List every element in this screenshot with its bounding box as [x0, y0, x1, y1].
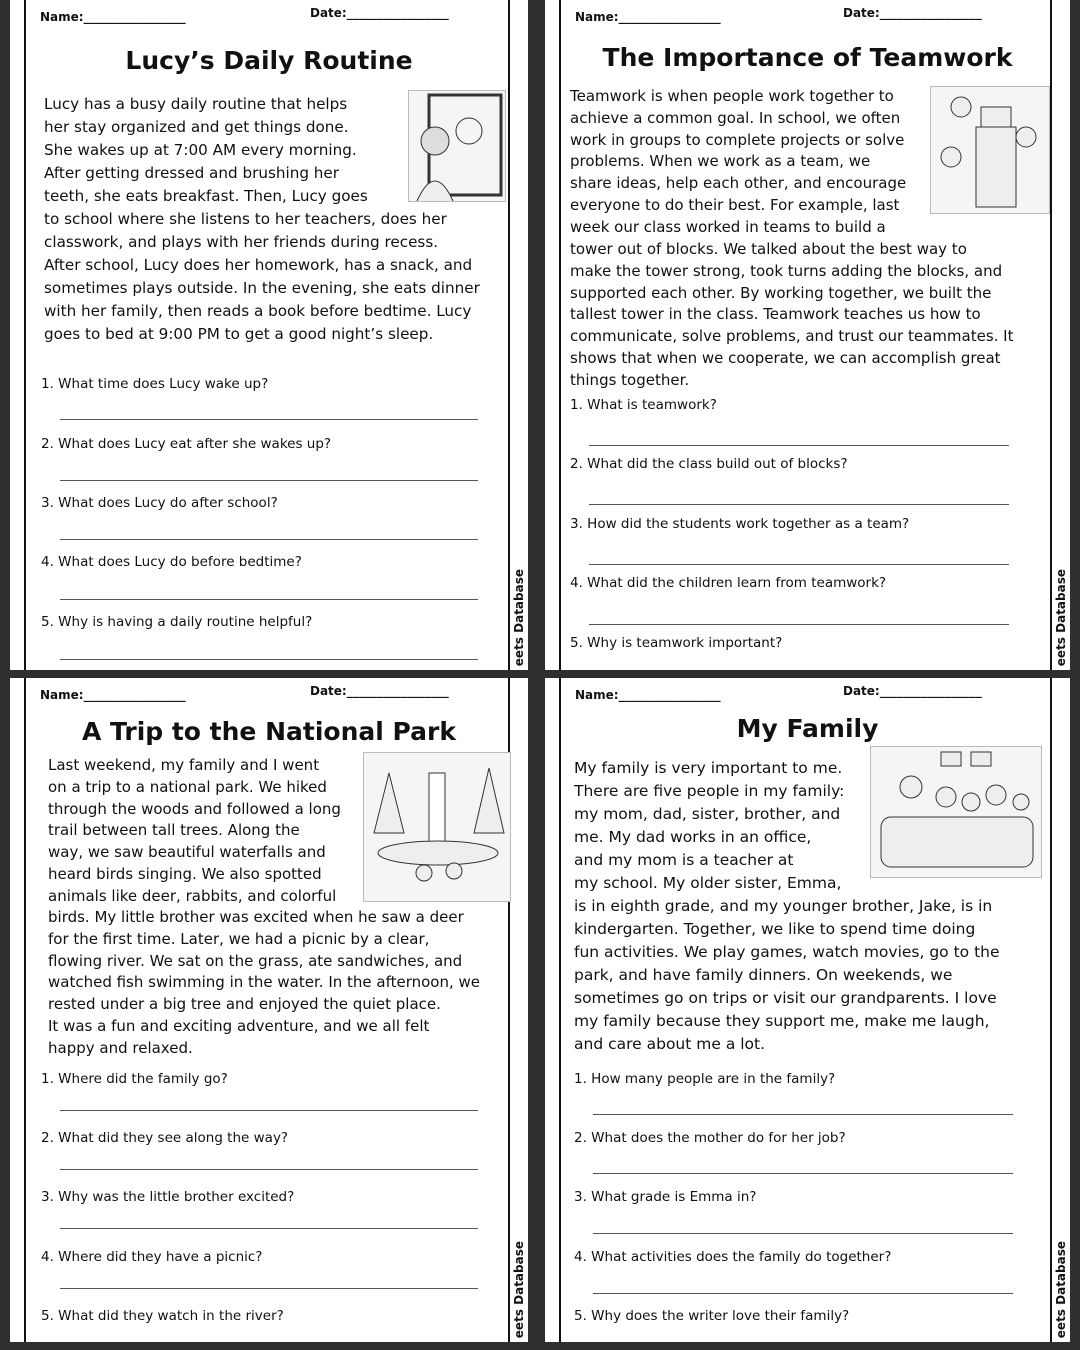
- answer-line-3[interactable]: [60, 539, 478, 540]
- worksheet-national-park: [10, 678, 528, 1342]
- name-field[interactable]: Name:_________________: [40, 10, 186, 24]
- question-1: 1. What time does Lucy wake up?: [41, 376, 269, 392]
- answer-line-2[interactable]: [60, 1169, 478, 1170]
- worksheet-title: The Importance of Teamwork: [602, 43, 1013, 72]
- question-4: 4. What does Lucy do before bedtime?: [41, 554, 302, 570]
- question-1: 1. Where did the family go?: [41, 1071, 228, 1087]
- answer-line-3[interactable]: [60, 1228, 478, 1229]
- date-field[interactable]: Date:_________________: [843, 684, 982, 698]
- park-waterfall-illustration: [363, 752, 511, 902]
- story-intro: Teamwork is when people work together to achieve a common goal. In school, we often work in groups to complete projects or solve problems. When we work as a team, we share ideas, help each other, and encourage everyone to do their best. For example, last week our class worked in teams to build a: [570, 87, 907, 236]
- answer-line-4[interactable]: [60, 1288, 478, 1289]
- question-5: 5. Why is teamwork important?: [570, 635, 783, 651]
- answer-line-2[interactable]: [593, 1173, 1013, 1174]
- answer-line-4[interactable]: [593, 1293, 1013, 1294]
- story-intro: Lucy has a busy daily routine that helps her stay organized and get things done. She wakes up at 7:00 AM every morning. After getting dressed and brushing her teeth, she eats breakfast. Then, Lucy goes: [44, 95, 368, 205]
- question-2: 2. What did the class build out of blocks?: [570, 456, 848, 472]
- answer-line-4[interactable]: [589, 624, 1009, 625]
- name-field[interactable]: Name:_________________: [575, 688, 721, 702]
- watermark: eets Database: [1054, 568, 1068, 666]
- question-5: 5. What did they watch in the river?: [41, 1308, 284, 1324]
- answer-line-1[interactable]: [589, 445, 1009, 446]
- question-1: 1. How many people are in the family?: [574, 1071, 836, 1087]
- worksheet-title: Lucy’s Daily Routine: [125, 46, 413, 75]
- answer-line-1[interactable]: [60, 1110, 478, 1111]
- name-field[interactable]: Name:_________________: [40, 688, 186, 702]
- answer-line-1[interactable]: [60, 419, 478, 420]
- question-2: 2. What does the mother do for her job?: [574, 1130, 846, 1146]
- answer-line-3[interactable]: [589, 564, 1009, 565]
- watermark: eets Database: [512, 568, 526, 666]
- kids-building-tower-illustration: [930, 86, 1050, 214]
- story-intro: My family is very important to me. There are five people in my family: my mom, dad, sister, brother, and me. My dad works in an office, and my mom is a teacher at my school. My older sister, Emma,: [574, 759, 845, 892]
- worksheet-title: My Family: [736, 714, 879, 743]
- story-body: is in eighth grade, and my younger brother, Jake, is in kindergarten. Together, we like to spend time doing fun activities. We play games, watch movies, go to the park, and have family dinners. On weekends, we sometimes go on trips or visit our grandparents. I love my family because they support me, make me laugh, and care about me a lot.: [574, 897, 1000, 1053]
- story-intro: Last weekend, my family and I went on a trip to a national park. We hiked through the woods and followed a long trail between tall trees. Along the way, we saw beautiful waterfalls and heard birds singing. We also spotted animals like deer, rabbits, and colorful: [48, 756, 341, 905]
- story-body: birds. My little brother was excited when he saw a deer for the first time. Later, we had a picnic by a clear, flowing river. We sat on the grass, ate sandwiches, and watched fish swimming in the water. In the afternoon, we rested under a big tree and enjoyed the quiet place. It was a fun and exciting adventure, and we all felt happy and relaxed.: [48, 908, 481, 1057]
- date-field[interactable]: Date:_________________: [310, 684, 449, 698]
- watermark: eets Database: [512, 1240, 526, 1338]
- answer-line-4[interactable]: [60, 599, 478, 600]
- question-5: 5. Why does the writer love their family?: [574, 1308, 850, 1324]
- answer-line-3[interactable]: [593, 1233, 1013, 1234]
- question-4: 4. What did the children learn from teamwork?: [570, 575, 887, 591]
- question-3: 3. Why was the little brother excited?: [41, 1189, 295, 1205]
- question-3: 3. What grade is Emma in?: [574, 1189, 757, 1205]
- story-body: to school where she listens to her teachers, does her classwork, and plays with her friends during recess. After school, Lucy does her homework, has a snack, and sometimes plays outside. In the evening, she eats dinner with her family, then reads a book before bedtime. Lucy goes to bed at 9:00 PM to get a good night’s sleep.: [44, 210, 480, 343]
- family-sofa-illustration: [870, 746, 1042, 878]
- question-4: 4. Where did they have a picnic?: [41, 1249, 263, 1265]
- question-4: 4. What activities does the family do together?: [574, 1249, 892, 1265]
- question-2: 2. What does Lucy eat after she wakes up?: [41, 436, 332, 452]
- worksheet-daily-routine: [10, 0, 528, 670]
- worksheet-teamwork: [545, 0, 1070, 670]
- answer-line-5[interactable]: [60, 659, 478, 660]
- worksheet-my-family: [545, 678, 1070, 1342]
- date-field[interactable]: Date:_________________: [843, 6, 982, 20]
- name-field[interactable]: Name:_________________: [575, 10, 721, 24]
- question-3: 3. What does Lucy do after school?: [41, 495, 278, 511]
- story-body: tower out of blocks. We talked about the best way to make the tower strong, took turns adding the blocks, and supported each other. By working together, we built the tallest tower in the class. Teamwork teaches us how to communicate, solve problems, and trust our teammates. It shows that when we cooperate, we can accomplish great things together.: [570, 240, 1014, 389]
- date-field[interactable]: Date:_________________: [310, 6, 449, 20]
- answer-line-1[interactable]: [593, 1114, 1013, 1115]
- question-1: 1. What is teamwork?: [570, 397, 717, 413]
- answer-line-2[interactable]: [60, 480, 478, 481]
- question-2: 2. What did they see along the way?: [41, 1130, 289, 1146]
- worksheet-title: A Trip to the National Park: [82, 717, 456, 746]
- watermark: eets Database: [1054, 1240, 1068, 1338]
- girl-mirror-illustration: [408, 90, 506, 202]
- question-3: 3. How did the students work together as a team?: [570, 516, 910, 532]
- question-5: 5. Why is having a daily routine helpful?: [41, 614, 313, 630]
- answer-line-2[interactable]: [589, 504, 1009, 505]
